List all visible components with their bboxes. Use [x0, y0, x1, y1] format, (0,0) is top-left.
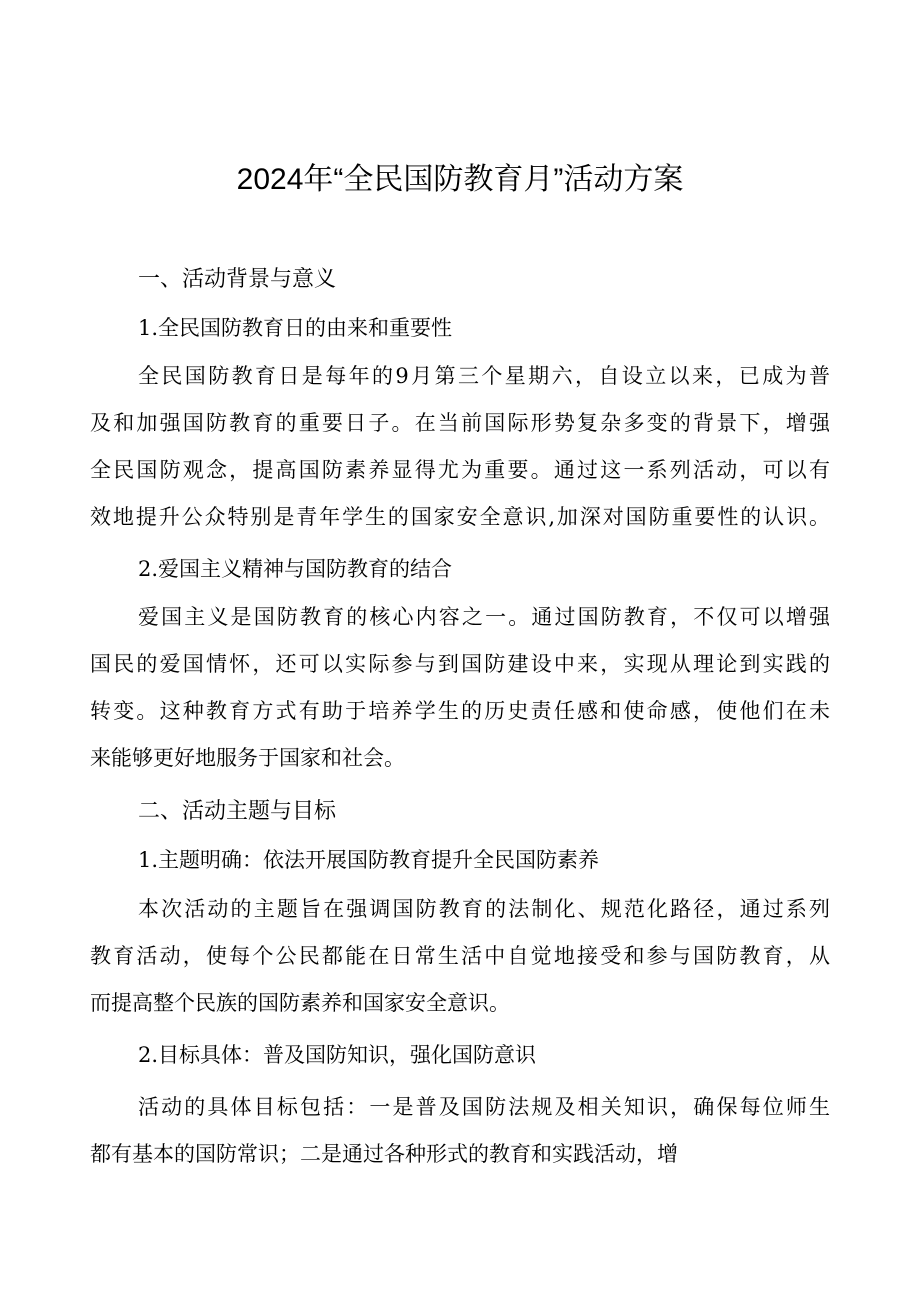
paragraph-2-1 [90, 886, 830, 1027]
paragraph-line: 活动的具体目标包括：一是普及国防法规及相关知识，确保每位师生 [138, 1095, 830, 1119]
subsection-heading-1-1: 1.全民国防教育日的由来和重要性 [138, 316, 453, 340]
paragraph-1-1 [90, 353, 830, 541]
paragraph-line: 全民国防观念，提高国防素养显得尤为重要。通过这一系列活动，可以有 [90, 458, 830, 482]
paragraph-line: 都有基本的国防常识；二是通过各种形式的教育和实践活动，增 [90, 1142, 678, 1166]
paragraph-line: 教育活动，使每个公民都能在日常生活中自觉地接受和参与国防教育，从 [90, 944, 830, 968]
paragraph-line: 转变。这种教育方式有助于培养学生的历史责任感和使命感，使他们在未 [90, 699, 830, 723]
paragraph-line: 爱国主义是国防教育的核心内容之一。通过国防教育，不仅可以增强 [138, 605, 830, 629]
paragraph-line: 而提高整个民族的国防素养和国家安全意识。 [90, 991, 510, 1015]
paragraph-line: 来能够更好地服务于国家和社会。 [90, 746, 405, 770]
subsection-heading-1-2: 2.爱国主义精神与国防教育的结合 [138, 557, 453, 581]
subsection-heading-2-2: 2.目标具体：普及国防知识，强化国防意识 [138, 1043, 537, 1067]
subsection-heading-2-1: 1.主题明确：依法开展国防教育提升全民国防素养 [138, 848, 600, 872]
section-heading-1: 一、活动背景与意义 [138, 266, 337, 291]
paragraph-line: 国民的爱国情怀，还可以实际参与到国防建设中来，实现从理论到实践的 [90, 652, 830, 676]
paragraph-line: 及和加强国防教育的重要日子。在当前国际形势复杂多变的背景下，增强 [90, 411, 830, 435]
paragraph-2-2 [90, 1084, 830, 1178]
section-heading-2: 二、活动主题与目标 [138, 798, 337, 823]
document-title: 2024年“全民国防教育月”活动方案 [236, 163, 684, 196]
paragraph-1-2 [90, 594, 830, 782]
paragraph-line: 效地提升公众特别是青年学生的国家安全意识,加深对国防重要性的认识。 [90, 505, 830, 529]
paragraph-line: 本次活动的主题旨在强调国防教育的法制化、规范化路径，通过系列 [138, 897, 830, 921]
paragraph-line: 全民国防教育日是每年的9月第三个星期六，自设立以来，已成为普 [138, 364, 830, 388]
